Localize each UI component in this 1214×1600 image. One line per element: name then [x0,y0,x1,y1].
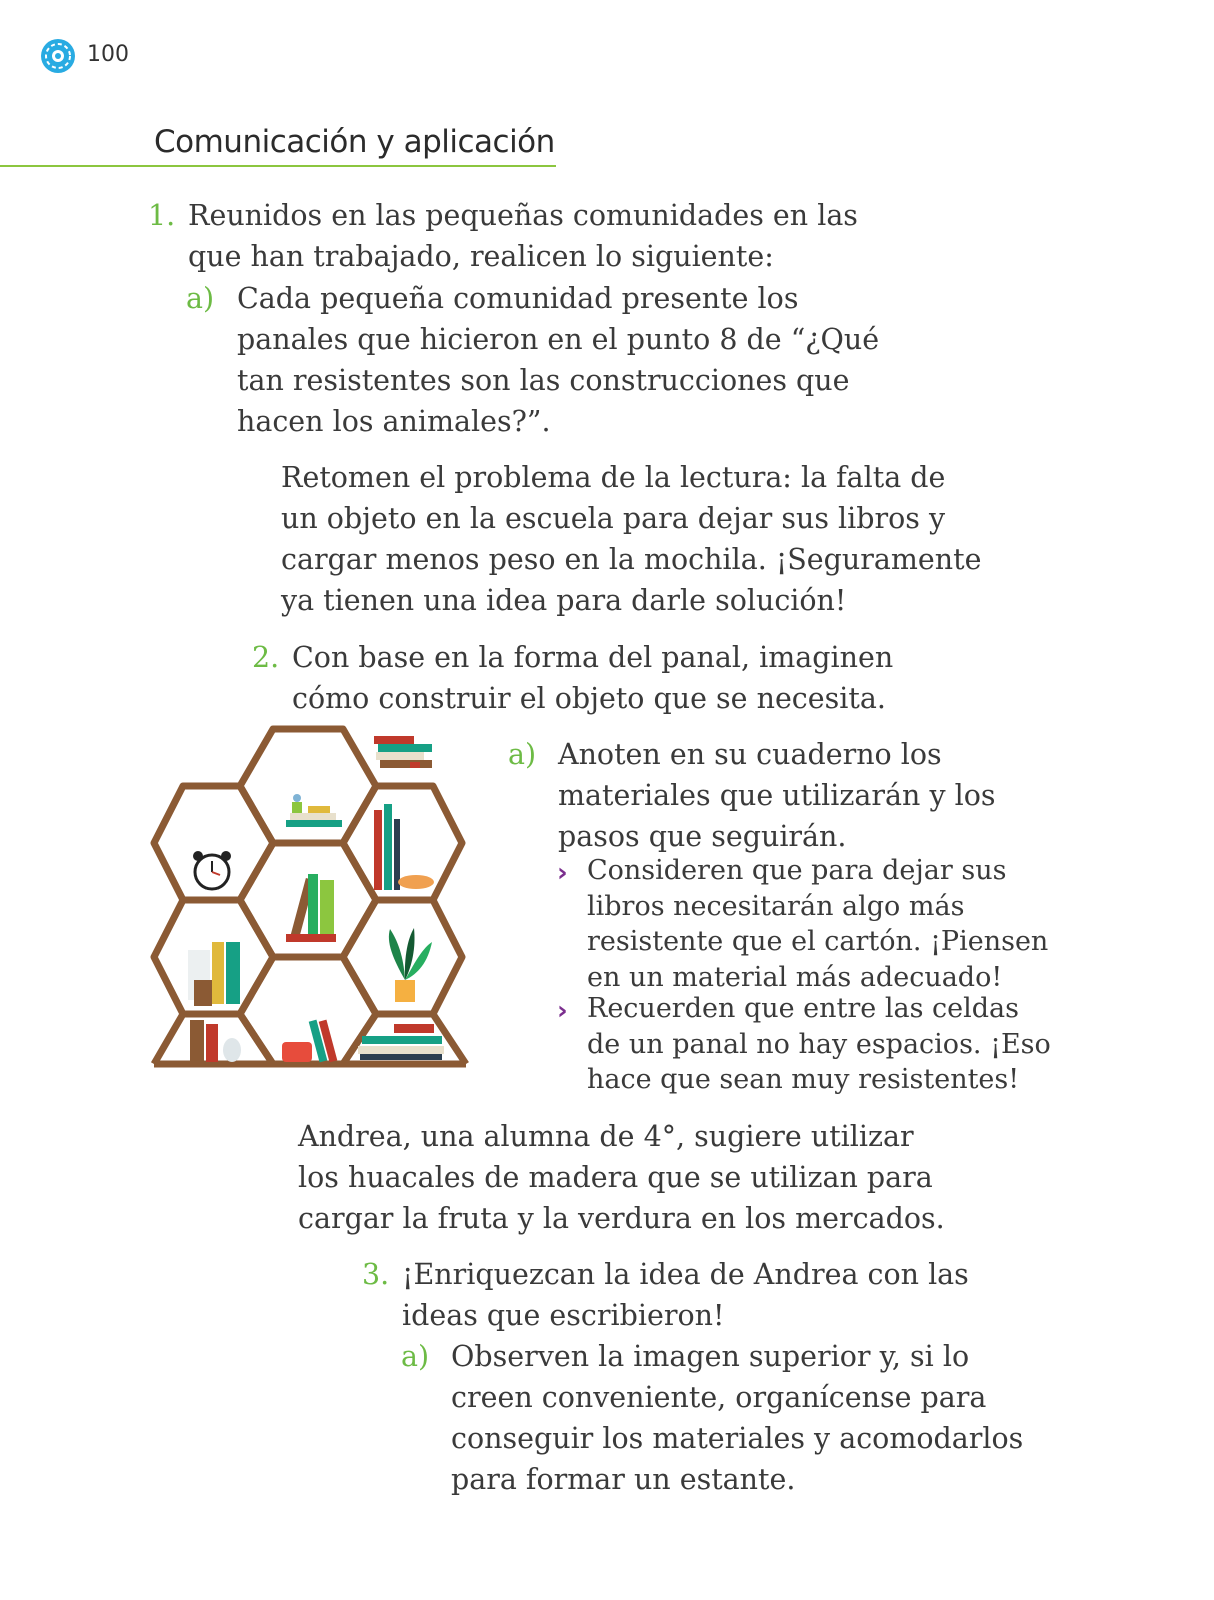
text-line: cómo construir el objeto que se necesita. [292,682,886,715]
item-3a-text [451,1336,1023,1500]
paragraph-1 [281,457,981,621]
text-line: ideas que escribieron! [402,1299,725,1332]
text-line: tan resistentes son las construcciones que [237,364,850,397]
upright-books-icon [374,804,434,890]
text-line: un objeto en la escuela para dejar sus libros y [281,502,946,535]
text-line: Andrea, una alumna de 4°, sugiere utilizar [298,1120,914,1153]
text-line: pasos que seguirán. [558,820,847,853]
text-line: en un material más adecuado! [587,961,1003,993]
center-books-icon [286,874,336,942]
text-line: Retomen el problema de la lectura: la falta de [281,461,946,494]
alarm-clock-icon [193,851,231,889]
text-line: ya tienen una idea para darle solución! [281,584,847,617]
text-line: ¡Enriquezcan la idea de Andrea con las [402,1258,969,1291]
text-line: Anoten en su cuaderno los [558,738,942,771]
item-3-number: 3. [362,1258,390,1291]
text-line: para formar un estante. [451,1463,796,1496]
text-line: los huacales de madera que se utilizan para [298,1161,933,1194]
chevron-right-icon: › [557,858,568,888]
bottom-left-books-icon [190,1020,241,1062]
book-stack-icon [374,736,432,768]
text-line: materiales que utilizarán y los [558,779,996,812]
title-underline [0,165,556,167]
bullet-2-text [587,991,1051,1098]
section-title: Comunicación y aplicación [154,124,555,160]
item-3a-marker: a) [401,1340,430,1373]
small-books-icon [286,794,342,827]
honeycomb-shelf-illustration [148,724,474,1072]
paragraph-2 [298,1116,945,1239]
bottom-center-items-icon [282,1020,337,1063]
text-line: Con base en la forma del panal, imaginen [292,641,894,674]
page-badge-icon [40,38,76,74]
text-line: creen conveniente, organícense para [451,1381,987,1414]
text-line: Cada pequeña comunidad presente los [237,282,799,315]
text-line: libros necesitarán algo más [587,890,965,922]
text-line: conseguir los materiales y acomodarlos [451,1422,1024,1455]
item-1a-marker: a) [186,282,215,315]
item-1a-text [237,278,879,442]
text-line: Recuerden que entre las celdas [587,993,1019,1024]
text-line: cargar menos peso en la mochila. ¡Seguramente [281,543,982,576]
books-and-cup-icon [188,942,240,1006]
text-line: Reunidos en las pequeñas comunidades en las [188,199,858,232]
item-2-text [292,637,893,719]
page-number: 100 [87,42,129,67]
text-line: panales que hicieron en el punto 8 de “¿Qué [237,323,880,356]
item-1-number: 1. [148,199,176,232]
bullet-1-text [587,853,1048,995]
item-3-text [402,1254,969,1336]
bottom-right-books-icon [358,1024,444,1060]
potted-plant-icon [389,928,432,1002]
item-2a-marker: a) [508,738,537,771]
text-line: que han trabajado, realicen lo siguiente: [188,240,774,273]
text-line: cargar la fruta y la verdura en los mercados. [298,1202,945,1235]
text-line: de un panal no hay espacios. ¡Eso [587,1028,1051,1060]
text-line: Consideren que para dejar sus [587,855,1007,886]
chevron-right-icon: › [557,996,568,1026]
text-line: resistente que el cartón. ¡Piensen [587,926,1049,957]
item-2-number: 2. [252,641,280,674]
text-line: hace que sean muy resistentes! [587,1064,1020,1095]
item-1-text [188,195,858,277]
text-line: Observen la imagen superior y, si lo [451,1340,970,1373]
item-2a-text [558,734,996,857]
text-line: hacen los animales?”. [237,405,551,438]
